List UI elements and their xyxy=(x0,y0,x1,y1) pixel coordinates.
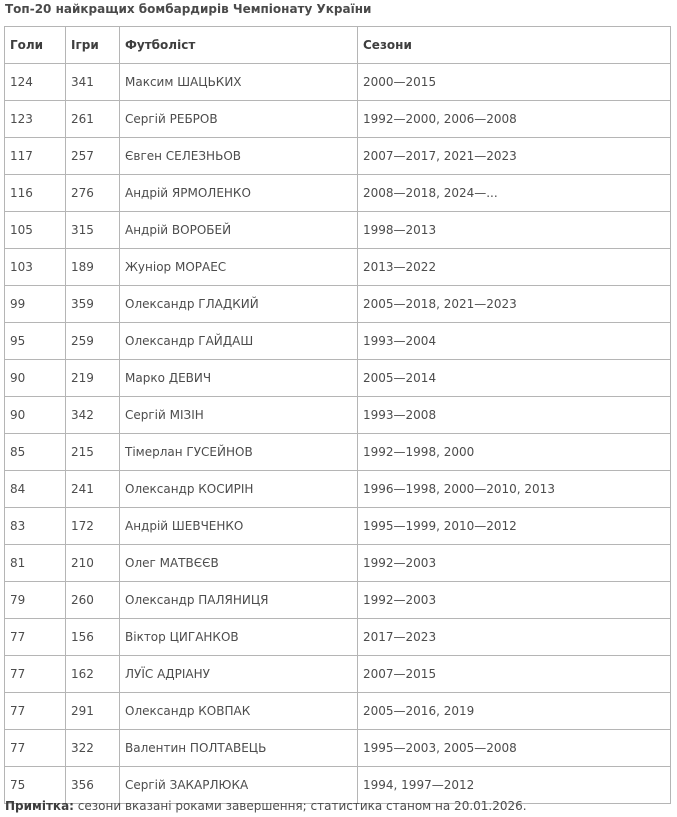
cell-seasons: 1992—2003 xyxy=(358,582,671,619)
table-row xyxy=(5,508,671,545)
table-body xyxy=(5,64,671,804)
cell-player: Олександр КОВПАК xyxy=(120,693,358,730)
header-goals: Голи xyxy=(5,27,66,64)
cell-seasons: 1996—1998, 2000—2010, 2013 xyxy=(358,471,671,508)
cell-goals: 77 xyxy=(5,619,66,656)
table-row xyxy=(5,730,671,767)
cell-player: Сергій МІЗІН xyxy=(120,397,358,434)
cell-seasons: 1992—2003 xyxy=(358,545,671,582)
table-row xyxy=(5,656,671,693)
cell-seasons: 1992—2000, 2006—2008 xyxy=(358,101,671,138)
cell-seasons: 1995—1999, 2010—2012 xyxy=(358,508,671,545)
cell-seasons: 2008—2018, 2024—... xyxy=(358,175,671,212)
table-row xyxy=(5,249,671,286)
table-row xyxy=(5,619,671,656)
cell-games: 356 xyxy=(66,767,120,804)
table-row xyxy=(5,64,671,101)
header-games: Ігри xyxy=(66,27,120,64)
cell-games: 172 xyxy=(66,508,120,545)
cell-goals: 85 xyxy=(5,434,66,471)
cell-seasons: 2005—2018, 2021—2023 xyxy=(358,286,671,323)
table-row xyxy=(5,693,671,730)
cell-goals: 77 xyxy=(5,730,66,767)
table-row xyxy=(5,434,671,471)
cell-goals: 90 xyxy=(5,360,66,397)
table-row xyxy=(5,397,671,434)
footnote xyxy=(5,798,527,814)
cell-player: Тімерлан ГУСЕЙНОВ xyxy=(120,434,358,471)
cell-goals: 95 xyxy=(5,323,66,360)
cell-seasons: 1993—2008 xyxy=(358,397,671,434)
cell-player: Олександр ГАЙДАШ xyxy=(120,323,358,360)
cell-goals: 79 xyxy=(5,582,66,619)
cell-games: 241 xyxy=(66,471,120,508)
cell-seasons: 2005—2014 xyxy=(358,360,671,397)
cell-seasons: 2005—2016, 2019 xyxy=(358,693,671,730)
table-row xyxy=(5,582,671,619)
cell-goals: 84 xyxy=(5,471,66,508)
table-row xyxy=(5,138,671,175)
table-row xyxy=(5,212,671,249)
cell-player: Олександр КОСИРІН xyxy=(120,471,358,508)
cell-goals: 75 xyxy=(5,767,66,804)
table-row xyxy=(5,471,671,508)
cell-player: Віктор ЦИГАНКОВ xyxy=(120,619,358,656)
cell-games: 259 xyxy=(66,323,120,360)
table-row xyxy=(5,175,671,212)
cell-goals: 116 xyxy=(5,175,66,212)
cell-seasons: 1992—1998, 2000 xyxy=(358,434,671,471)
cell-goals: 77 xyxy=(5,693,66,730)
cell-seasons: 1998—2013 xyxy=(358,212,671,249)
cell-goals: 90 xyxy=(5,397,66,434)
cell-player: Андрій ЯРМОЛЕНКО xyxy=(120,175,358,212)
cell-games: 322 xyxy=(66,730,120,767)
cell-goals: 99 xyxy=(5,286,66,323)
table-header-row xyxy=(5,27,671,64)
cell-seasons: 2007—2017, 2021—2023 xyxy=(358,138,671,175)
header-seasons: Сезони xyxy=(358,27,671,64)
cell-seasons: 2013—2022 xyxy=(358,249,671,286)
cell-player: Олег МАТВЄЄВ xyxy=(120,545,358,582)
header-player: Футболіст xyxy=(120,27,358,64)
table-row xyxy=(5,101,671,138)
cell-player: Олександр ГЛАДКИЙ xyxy=(120,286,358,323)
cell-games: 215 xyxy=(66,434,120,471)
cell-games: 359 xyxy=(66,286,120,323)
cell-player: Євген СЕЛЕЗНЬОВ xyxy=(120,138,358,175)
table-row xyxy=(5,286,671,323)
cell-seasons: 2007—2015 xyxy=(358,656,671,693)
cell-seasons: 1995—2003, 2005—2008 xyxy=(358,730,671,767)
cell-seasons: 2000—2015 xyxy=(358,64,671,101)
table-row xyxy=(5,323,671,360)
top-scorers-table xyxy=(4,26,671,804)
cell-goals: 124 xyxy=(5,64,66,101)
cell-player: Максим ШАЦЬКИХ xyxy=(120,64,358,101)
cell-player: Марко ДЕВИЧ xyxy=(120,360,358,397)
cell-games: 156 xyxy=(66,619,120,656)
cell-games: 342 xyxy=(66,397,120,434)
cell-player: Жуніор МОРАЕС xyxy=(120,249,358,286)
cell-games: 261 xyxy=(66,101,120,138)
cell-goals: 105 xyxy=(5,212,66,249)
cell-games: 315 xyxy=(66,212,120,249)
cell-goals: 117 xyxy=(5,138,66,175)
cell-games: 257 xyxy=(66,138,120,175)
cell-games: 162 xyxy=(66,656,120,693)
cell-player: Олександр ПАЛЯНИЦЯ xyxy=(120,582,358,619)
cell-goals: 81 xyxy=(5,545,66,582)
page-title: Топ-20 найкращих бомбардирів Чемпіонату України xyxy=(5,2,372,16)
cell-games: 276 xyxy=(66,175,120,212)
cell-games: 260 xyxy=(66,582,120,619)
cell-player: ЛУЇС АДРІАНУ xyxy=(120,656,358,693)
cell-player: Валентин ПОЛТАВЕЦЬ xyxy=(120,730,358,767)
cell-games: 291 xyxy=(66,693,120,730)
footnote-label: Примітка: xyxy=(5,799,74,813)
cell-games: 219 xyxy=(66,360,120,397)
footnote-text: сезони вказані роками завершення; статистика станом на 20.01.2026. xyxy=(73,799,527,813)
cell-games: 341 xyxy=(66,64,120,101)
cell-games: 189 xyxy=(66,249,120,286)
cell-games: 210 xyxy=(66,545,120,582)
cell-player: Сергій ЗАКАРЛЮКА xyxy=(120,767,358,804)
cell-seasons: 2017—2023 xyxy=(358,619,671,656)
table-row xyxy=(5,360,671,397)
cell-goals: 77 xyxy=(5,656,66,693)
cell-player: Сергій РЕБРОВ xyxy=(120,101,358,138)
cell-player: Андрій ВОРОБЕЙ xyxy=(120,212,358,249)
cell-goals: 123 xyxy=(5,101,66,138)
cell-goals: 83 xyxy=(5,508,66,545)
cell-player: Андрій ШЕВЧЕНКО xyxy=(120,508,358,545)
table-row xyxy=(5,545,671,582)
cell-seasons: 1994, 1997—2012 xyxy=(358,767,671,804)
cell-goals: 103 xyxy=(5,249,66,286)
cell-seasons: 1993—2004 xyxy=(358,323,671,360)
